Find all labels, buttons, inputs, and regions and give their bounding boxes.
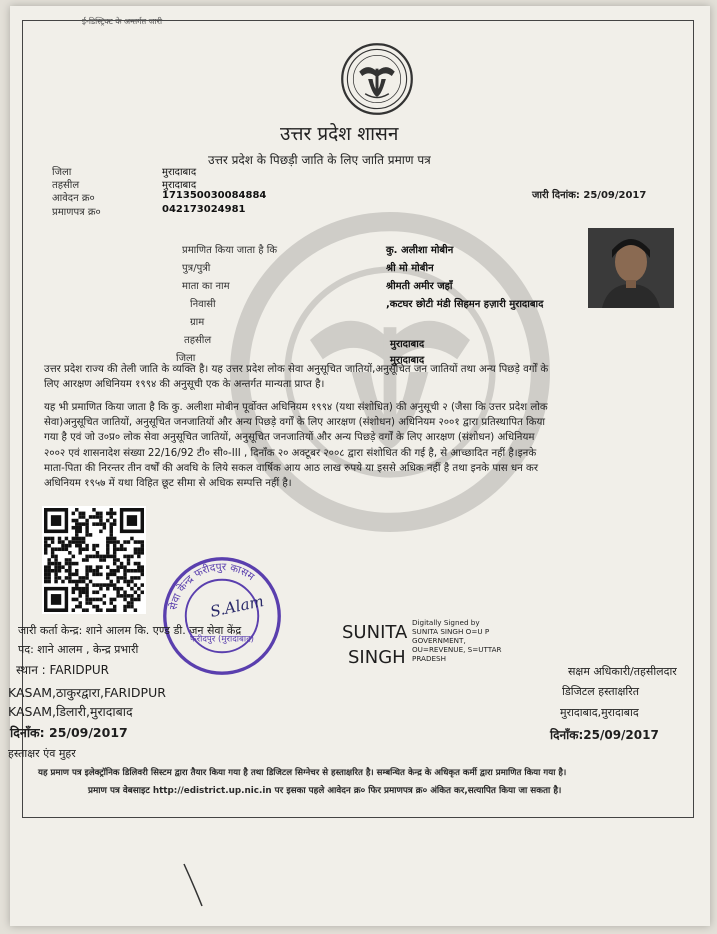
- meta-value-tehsil: मुरादाबाद: [162, 180, 197, 191]
- person-name: कु. अलीशा मोबीन: [386, 245, 454, 256]
- meta-value-application-no: 171350030084884: [162, 190, 267, 201]
- para2-line2: सेवा)अनुसूचित जातियों, अनुसूचित जनजातियों और अन्य पिछड़े वर्गों के लिए आरक्षण (संशोधन) अधिनियम २००१ द्वारा प्रतिस्थापित किया: [44, 417, 546, 429]
- digital-sign-name2: SINGH: [348, 647, 406, 668]
- pen-mark-icon: [180, 862, 210, 912]
- person-intro: प्रमाणित किया जाता है कि: [182, 245, 278, 256]
- signature-label: हस्ताक्षर एंव मुहर: [8, 747, 76, 760]
- digital-sign-line: OU=REVENUE, S=UTTAR: [412, 645, 502, 654]
- footer-line1: यह प्रमाण पत्र इलेक्ट्रॉनिक डिलिवरी सिस्टम द्वारा तैयार किया गया है तथा डिजिटल सिग्नेचर से हस्ताक्षरित है। सम्बन्धित केन्द्र के अधिकृत कर्मी द्वारा प्रमाणित किया गया है।: [38, 768, 567, 778]
- person-portrait-icon: [588, 228, 674, 308]
- authority-place: मुरादाबाद,मुरादाबाद: [560, 706, 639, 719]
- para2-line1: यह भी प्रमाणित किया जाता है कि कु. अलीशा मोबीन पूर्वोक्त अधिनियम १९९४ (यथा संशोधित) की अनुसूची २ (जैसा कि उत्तर प्रदेश लोक: [44, 402, 548, 413]
- footer-line2: प्रमाण पत्र वेबसाइट http://edistrict.up.nic.in पर इसका पहले आवेदन क्र० फिर प्रमाणपत्र क्र० अंकित कर,सत्यापित किया जा सकता है।: [88, 786, 562, 796]
- issuer-place: स्थान : FARIDPUR: [16, 663, 110, 677]
- issuer-address-line1: KASAM,ठाकुरद्वारा,FARIDPUR: [8, 685, 166, 700]
- certificate-paper: [10, 6, 710, 926]
- up-emblem-seal: [340, 42, 414, 116]
- digital-sign-name1: SUNITA: [342, 622, 408, 643]
- para2-line6: अधिनियम १९५७ में यथा विहित छूट सीमा से अधिक सम्पत्ति नहीं है।: [44, 478, 292, 490]
- person-tehsil: मुरादाबाद: [390, 339, 425, 350]
- digital-sign-details: [412, 618, 502, 663]
- para1-line1: उत्तर प्रदेश राज्य की तेली जाति के व्यक्ति है। यह उत्तर प्रदेश लोक सेवा अनुसूचित जातियों,अनुसूचित जन जातियों तथा अन्य पिछड़े वर्गों के: [44, 364, 549, 375]
- person-child-label: पुत्र/पुत्री: [182, 263, 211, 274]
- official-stamp: [160, 554, 284, 678]
- person-resident-label: निवासी: [190, 299, 216, 310]
- person-mother-label: माता का नाम: [182, 281, 230, 292]
- stamp-outer-text: सेवा केन्द्र फरीदपुर कासम: [167, 561, 257, 611]
- meta-label-tehsil: तहसील: [52, 180, 80, 191]
- qr-code: [42, 506, 146, 614]
- qr-code-icon: [44, 508, 144, 612]
- handwritten-signature: S.Alam: [208, 591, 266, 621]
- authority-digital-sign: डिजिटल हस्ताक्षरित: [562, 685, 639, 698]
- person-address: ,कटघर छोटी मंडी सिहमन हज़ारी मुरादाबाद: [386, 299, 544, 310]
- para2-line4: २००२ एवं शासनादेश संख्या 22/16/92 टी० सी०-III , दिनाँक २० अक्टूबर २००८ द्वारा संशोधित की गई है, से आच्छादित नहीं है।इनके: [44, 447, 537, 459]
- para2-line3: गया है एवं जो उ०प्र० लोक सेवा अनुसूचित जातियों, अनुसूचित जनजातियों और अन्य पिछड़े वर्गों के लिए आरक्षण (संशोधन) अधिनियम: [44, 432, 535, 444]
- authority-role: सक्षम अधिकारी/तहसीलदार: [568, 665, 677, 678]
- issuer-date: दिनाँक: 25/09/2017: [10, 725, 128, 740]
- person-district-label: जिला: [176, 353, 196, 364]
- top-note: ई-डिस्ट्रिक्ट के अन्तर्गत जारी: [82, 17, 163, 26]
- digital-sign-line: Digitally Signed by: [412, 618, 480, 627]
- meta-label-application-no: आवेदन क्र०: [52, 193, 95, 204]
- meta-label-certificate-no: प्रमाणपत्र क्र०: [52, 207, 101, 218]
- person-village-label: ग्राम: [190, 317, 205, 328]
- page-title: उत्तर प्रदेश शासन: [280, 123, 399, 145]
- person-father: श्री मो मोबीन: [386, 263, 434, 274]
- digital-sign-line: SUNITA SINGH O=U P: [412, 627, 490, 636]
- digital-sign-line: PRADESH: [412, 654, 446, 663]
- issuer-center: जारी कर्ता केन्द्र: शाने आलम कि. एण्ड डी. जन सेवा केंद्र: [18, 624, 242, 637]
- digital-sign-line: GOVERNMENT,: [412, 636, 466, 645]
- applicant-photo: [588, 228, 674, 308]
- person-district: मुरादाबाद: [390, 355, 425, 366]
- para1-line2: लिए आरक्षण अधिनियम १९९४ की अनुसूची एक के अन्तर्गत मान्यता प्राप्त है।: [44, 379, 325, 391]
- issuer-post: पद: शाने आलम , केन्द्र प्रभारी: [18, 643, 139, 656]
- meta-value-district: मुरादाबाद: [162, 167, 197, 178]
- person-tehsil-label: तहसील: [184, 335, 212, 346]
- issue-date: जारी दिनांक: 25/09/2017: [532, 190, 647, 201]
- meta-value-certificate-no: 042173024981: [162, 204, 246, 215]
- issuer-address-line2: KASAM,डिलारी,मुरादाबाद: [8, 704, 133, 719]
- stamp-inner-text: फरीदपुर (मुरादाबाद): [189, 634, 255, 645]
- person-mother: श्रीमती अमीर जहाँ: [386, 281, 453, 292]
- para2-line5: माता-पिता की निरन्तर तीन वर्षों की अवधि के लिये सकल वार्षिक आय आठ लाख रुपये या इससे अधिक नहीं है तथा इनके पास धन कर: [44, 462, 539, 474]
- authority-date: दिनाँक:25/09/2017: [550, 728, 659, 742]
- page-subtitle: उत्तर प्रदेश के पिछड़ी जाति के लिए जाति प्रमाण पत्र: [208, 153, 431, 167]
- meta-label-district: जिला: [52, 167, 72, 178]
